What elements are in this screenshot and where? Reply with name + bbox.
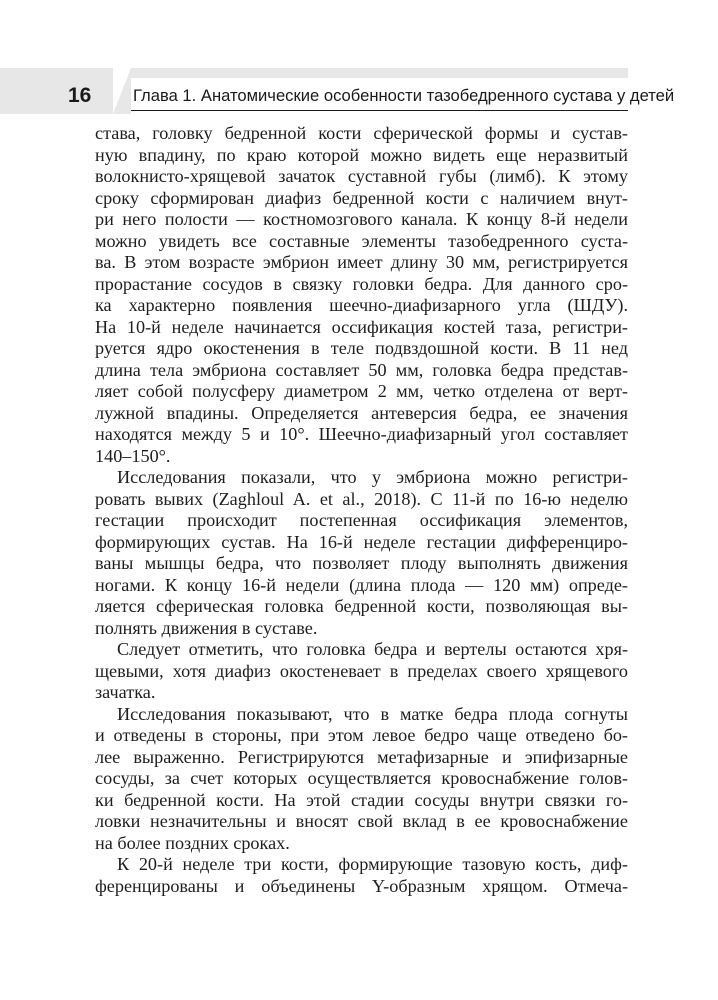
text-line: гестации происходит постепенная оссификация элементов, (95, 510, 628, 530)
text-line: полнять движения в суставе. (95, 617, 318, 638)
text-line: ки бедренной кости. На этой стадии сосуды внутри связки го- (95, 789, 628, 810)
text-line: руется ядро окостенения в теле подвздошной кости. В 11 нед (95, 338, 628, 358)
text-line: Исследования показывают, что в матке бедра плода согнуты (117, 703, 628, 724)
text-line: Следует отметить, что головка бедра и вертелы остаются хря- (117, 639, 628, 659)
text-line: сосуды, за счет которых осуществляется кровоснабжение голов- (95, 768, 628, 788)
text-line: ри него полости — костномозгового канала. К концу 8-й недели (95, 209, 628, 229)
header-rule (131, 110, 628, 111)
text-line: става, головку бедренной кости сферической формы и сустав- (95, 123, 628, 143)
text-line: На 10-й неделе начинается оссификация костей таза, регистри- (95, 316, 628, 337)
text-line: ляет собой полусферу диаметром 2 мм, четко отделена от верт- (95, 381, 628, 401)
text-line: формирующих сустав. На 16-й неделе гестации дифференциро- (95, 531, 628, 552)
text-line: ловки незначительны и вносят свой вклад в ее кровоснабжение (95, 811, 628, 831)
body-text (95, 123, 628, 897)
text-line: К 20-й неделе три кости, формирующие тазовую кость, диф- (117, 854, 628, 874)
header-notch (113, 68, 131, 114)
text-line: ваны мышцы бедра, что позволяет плоду выполнять движения (95, 553, 628, 573)
text-line: щевыми, хотя диафиз окостеневает в пределах своего хрящевого (95, 660, 628, 681)
text-line: и отведены в стороны, при этом левое бедро чаще отведено бо- (95, 725, 628, 745)
text-line: волокнисто-хрящевой зачаток суставной губы (лимб). К этому (95, 166, 628, 186)
text-line: Исследования показали, что у эмбриона можно регистри- (117, 467, 628, 487)
text-line: лее выраженно. Регистрируются метафизарные и эпифизарные (95, 746, 628, 767)
text-line: ва. В этом возрасте эмбрион имеет длину 30 мм, регистрируется (95, 252, 628, 272)
running-title: Глава 1. Анатомические особенности тазобедренного сустава у детей (133, 86, 675, 105)
text-line: ка характерно появления шеечно-диафизарного угла (ШДУ). (95, 295, 628, 315)
text-line: можно увидеть все составные элементы тазобедренного суста- (95, 230, 628, 251)
page-number: 16 (68, 84, 92, 107)
text-line: ровать вывих (Zaghloul A. et al., 2018). С 11-й по 16-ю неделю (95, 488, 628, 509)
text-line: ную впадину, по краю которой можно видеть еще неразвитый (95, 144, 628, 165)
text-line: прорастание сосудов в связку головки бедра. Для данного сро- (95, 273, 628, 294)
text-line: сроку сформирован диафиз бедренной кости с наличием внут- (95, 187, 628, 208)
text-line: ференцированы и объединены Y-образным хрящом. Отмеча- (95, 875, 628, 896)
text-line: ляется сферическая головка бедренной кости, позволяющая вы- (95, 596, 628, 616)
text-line: на более поздних сроках. (95, 832, 290, 853)
text-line: зачатка. (95, 682, 156, 702)
text-line: 140–150°. (95, 445, 171, 466)
text-line: длина тела эмбриона составляет 50 мм, головка бедра представ- (95, 359, 628, 380)
text-line: лужной впадины. Определяется антеверсия бедра, ее значения (95, 402, 628, 423)
text-line: находятся между 5 и 10°. Шеечно-диафизарный угол составляет (95, 424, 628, 444)
text-line: ногами. К концу 16-й недели (длина плода — 120 мм) опреде- (95, 574, 628, 595)
